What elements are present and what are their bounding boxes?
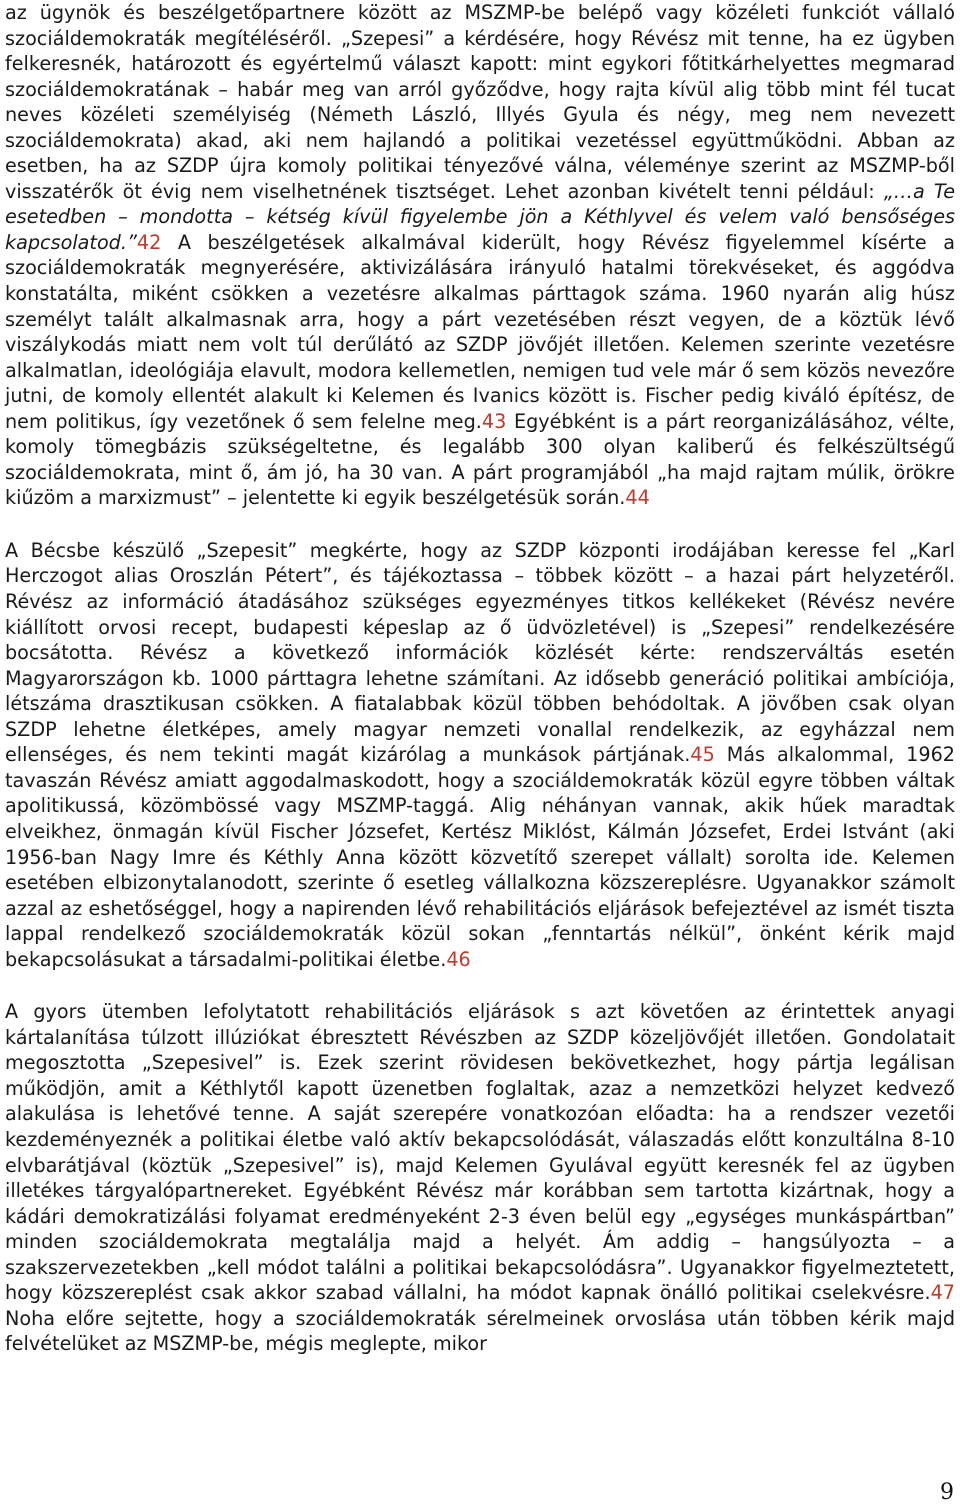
paragraph-text: Egyébként is a párt reorganizálásához, vélte, komoly tömegbázis szükségeltetne, és legalább 300 olyan kaliberű és felkészültségű szociáldemokrata, mint ő, ám jó, ha 30 van. A párt programjából „ha majd rajtam múlik, örökre kiűzöm a marxizmust” – jelentette ki egyik beszélgetésük során. xyxy=(5,409,955,510)
paragraph-2 xyxy=(5,538,955,972)
footnote-ref-44[interactable]: 44 xyxy=(625,486,650,510)
paragraph-text: Más alkalommal, 1962 tavaszán Révész amiatt aggodalmaskodott, hogy a szociáldemokraták közül egyre többen váltak apolitikussá, közömbössé vagy MSZMP-taggá. Alig néhányan vannak, akik hűek maradtak elveikhez, önmagán kívül Fischer Józsefet, Kertész Miklóst, Kálmán Józsefet, Erdei Istvánt (aki 1956-ban Nagy Imre és Kéthly Anna között közvetítő szerepet vállalt) sorolta ide. Kelemen esetében elbizonytalanodott, szerinte ő esetleg vállalkozna közszereplésre. Ugyanakkor számolt azzal az eshetőséggel, hogy a napirenden lévő rehabilitációs eljárások befejeztével az ismét tiszta lappal rendelkező szociáldemokraták közül sokan „fenntartás nélkül”, önként kérik majd bekapcsolásukat a társadalmi-politikai életbe. xyxy=(5,743,955,971)
footnote-ref-43[interactable]: 43 xyxy=(481,409,507,433)
paragraph-3 xyxy=(5,999,955,1357)
page-number: 9 xyxy=(940,1480,954,1505)
paragraph-text: A Bécsbe készülő „Szepesit” megkérte, hogy az SZDP központi irodájában keresse fel „Karl Herczogot alias Oroszlán Pétert”, és tájékoztassa – többek között – a hazai párt helyzetéről. Révész az információ átadásához szükséges egyezményes titkos kellékeket (Révész nevére kiállított orvosi recept, budapesti képeslap az ő üdvözletével) is „Szepesi” rendelkezésére bocsátotta. Révész a következő információk közlését kérte: rendszerváltás esetén Magyarországon kb. 1000 párttagra lehetne számítani. Az idősebb generáció politikai ambíciója, létszáma drasztikusan csökken. A fiatalabbak közül többen behódoltak. A jövőben csak olyan SZDP lehetne életképes, amely magyar nemzeti vonallal rendelkezik, az egyházzal nem ellenséges, és nem tekinti magát kizárólag a munkások pártjának. xyxy=(5,538,955,767)
footnote-ref-45[interactable]: 45 xyxy=(690,743,715,767)
footnote-ref-46[interactable]: 46 xyxy=(446,947,471,971)
footnote-ref-42[interactable]: 42 xyxy=(136,230,162,254)
paragraph-text: az ügynök és beszélgetőpartnere között az MSZMP-be belépő vagy közéleti funkciót vállaló szociáldemokraták megítéléséről. „Szepesi” a kérdésére, hogy Révész mit tenne, ha ez ügyben felkeresnék, határozott és egyértelmű választ kapott: mint egykori főtitkárhelyettes megmarad szociáldemokratának – habár meg van arról győződve, hogy rajta kívül alig több mint fél tucat neves közéleti személyiség (Németh László, Illyés Gyula és négy, meg nem nevezett szociáldemokrata) akad, aki nem hajlandó a politikai vezetéssel együttműködni. Abban az esetben, ha az SZDP újra komoly politikai tényezővé válna, véleménye szerint az MSZMP-ből visszatérők öt évig nem viselhetnének tisztséget. Lehet azonban kivételt tenni például: xyxy=(5,1,955,203)
paragraph-text: A beszélgetések alkalmával kiderült, hogy Révész figyelemmel kísérte a szociáldemokraták megnyerésére, aktivizálására irányuló hatalmi törekvéseket, és aggódva konstatálta, miként csökken a vezetésre alkalmas párttagok száma. 1960 nyarán alig húsz személyt talált alkalmasnak arra, hogy a párt vezetésében részt vegyen, de a köztük lévő viszálykodás miatt nem volt túl derűlátó az SZDP jövőjét illetően. Kelemen szerinte vezetésre alkalmatlan, ideológiája elavult, modora kellemetlen, nemigen tud vele már ő sem közös nevezőre jutni, de komoly ellentét alakult ki Kelemen és Ivanics között is. Fischer pedig kiváló építész, de nem politikus, így vezetőnek ő sem felelne meg. xyxy=(5,230,955,433)
paragraph-text: Noha előre sejtette, hogy a szociáldemokraták sérelmeinek orvoslása után többen kérik majd felvételüket az MSZMP-be, mégis meglepte, mikor xyxy=(5,1306,955,1356)
paragraph-1 xyxy=(5,0,955,511)
quotation: „…a Te esetedben – mondotta – kétség kívül figyelembe jön a Kéthlyvel és velem való bensőséges kapcsolatod.” xyxy=(5,179,955,254)
footnote-ref-47[interactable]: 47 xyxy=(930,1281,955,1305)
document-page xyxy=(5,0,955,1357)
paragraph-text: A gyors ütemben lefolytatott rehabilitációs eljárások s azt követően az érintettek anyagi kártalanítása túlzott illúziókat ébresztett Révészben az SZDP közeljövőjét illetően. Gondolatait megosztotta „Szepesivel” is. Ezek szerint rövidesen bekövetkezhet, hogy pártja legálisan működjön, amit a Kéthlytől kapott üzenetben foglaltak, azaz a nemzetközi helyzet kedvező alakulása is lehetővé tenne. A saját szerepére vonatkozóan előadta: ha a rendszer vezetői kezdeményeznék a politikai életbe való aktív bekapcsolódását, válaszadás előtt konzultálna 8-10 elvbarátjával (köztük „Szepesivel” is), majd Kelemen Gyulával együtt keresnék fel az ügyben illetékes tárgyalópartnereket. Egyébként Révész már korábban sem tartotta kizártnak, hogy a kádári demokratizálási folyamat eredményeként 2-3 éven belül egy „egységes munkáspártban” minden szociáldemokrata megtalálja majd a helyét. Ám addig – hangsúlyozta – a szakszervezetekben „kell módot találni a politikai bekapcsolódásra”. Ugyanakkor figyelmeztetett, hogy közszereplést csak akkor szabad vállalni, ha módot kapnak önálló politikai cselekvésre. xyxy=(5,1000,955,1305)
